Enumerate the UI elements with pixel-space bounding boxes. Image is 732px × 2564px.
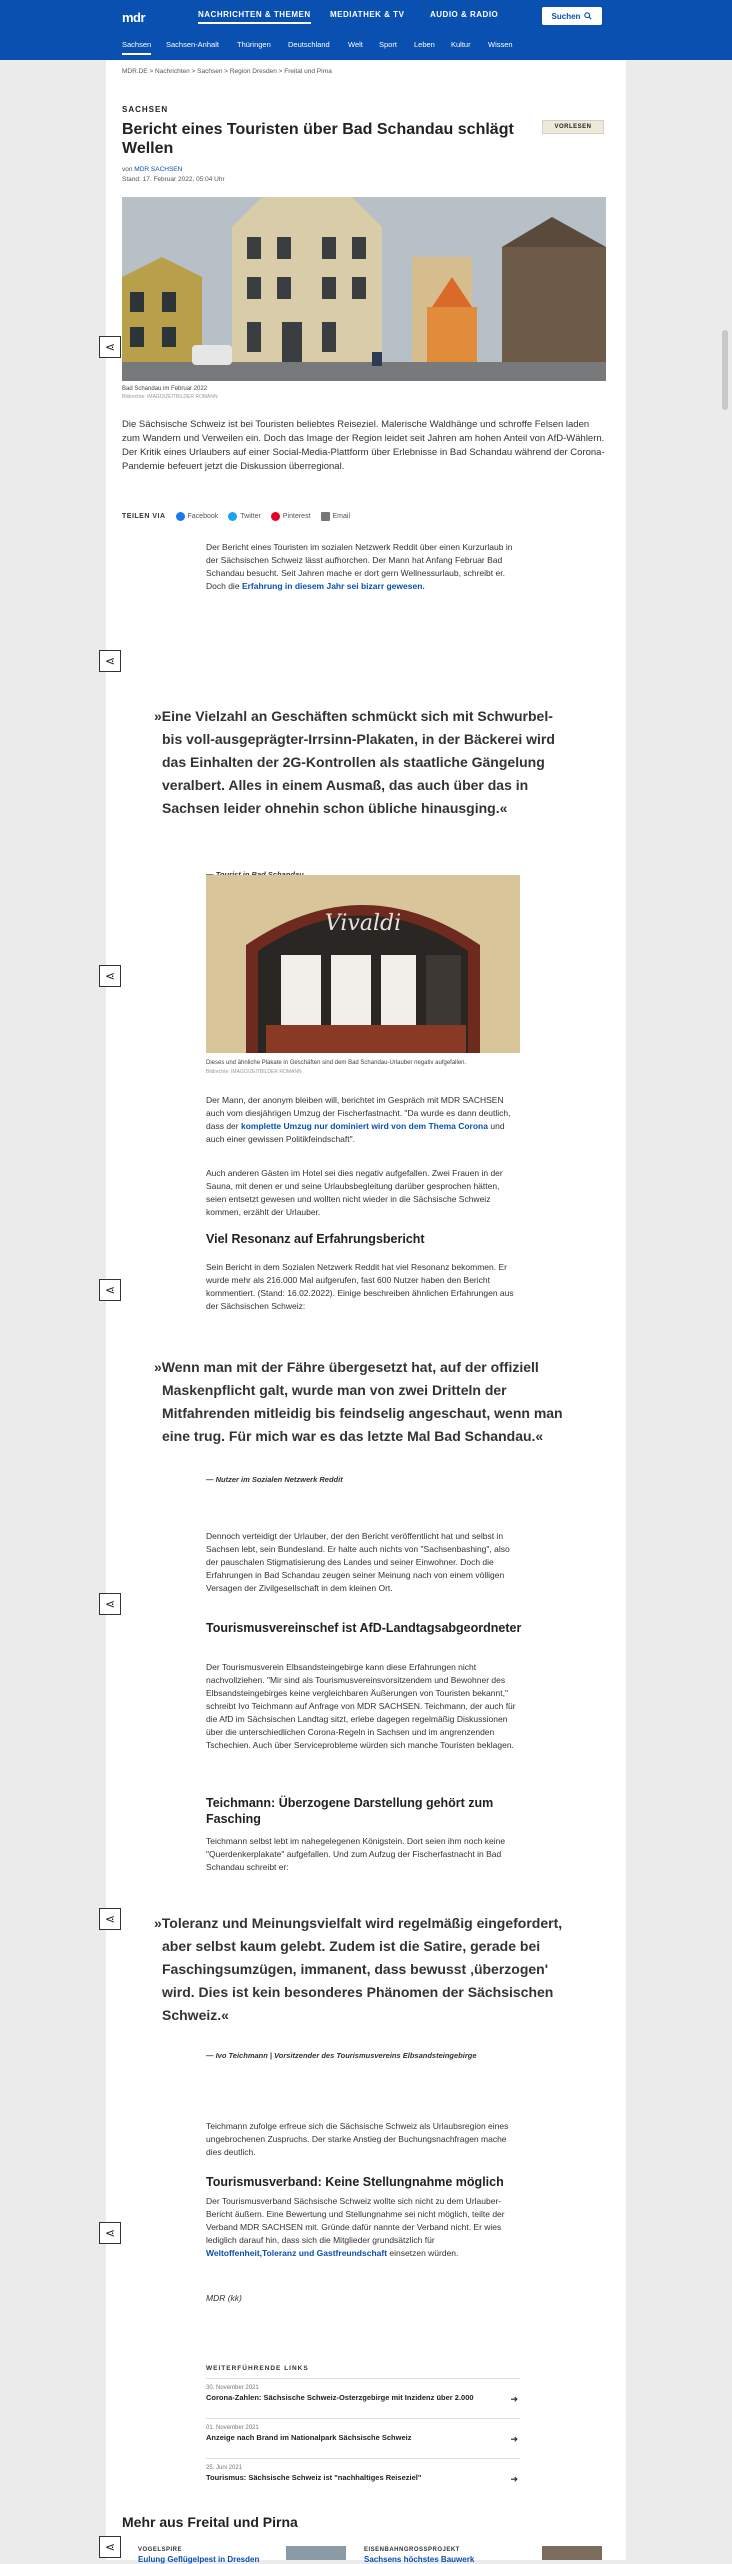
paragraph-7: Teichmann selbst lebt im nahegelegenen Königstein. Dort seien ihm noch keine "Querdenkerplakate" aufgefallen. Und zum Aufzug der Fischerfastnacht in Bad Schandau schreibt er:	[206, 1836, 506, 1872]
share-twitter-label: Twitter	[240, 513, 261, 520]
subnav-thueringen[interactable]: Thüringen	[237, 40, 271, 49]
paragraph-4: Sein Bericht in dem Sozialen Netzwerk Reddit hat viel Resonanz bekommen. Er wurde mehr als 216.000 Mal aufgerufen, fast 600 Nutzer haben den Bericht kommentiert. (Stand: 16.02.2022). Einige beschreiben ähnlichen Erfahrungen aus der Sächsischen Schweiz:	[206, 1262, 514, 1311]
subnav-deutschland[interactable]: Deutschland	[288, 40, 330, 49]
article-lead: Die Sächsische Schweiz ist bei Touristen beliebtes Reiseziel. Malerische Waldhänge und schroffe Felsen laden zum Wandern und Verweilen ein. Doch das Image der Region leidet seit Jahren am hohen Anteil von AfD-Wählern. Der Kritik eines Urlaubers auf einer Social-Media-Plattform über Erlebnisse in Bad Schandau während der Corona-Pandemie befeuert jetzt die Diskussion überregional.	[122, 419, 605, 472]
quote-1-text: »Eine Vielzahl an Geschäften schmückt sich mit Schwurbel- bis voll-ausgeprägter-Irrsinn-Plakaten, in der Bäckerei wird das Einhalten der 2G-Kontrollen als staatliche Gängelung veralbert. Alles in einem Ausmaß, das auch über das in Sachsen leider ohnehin schon übliche hinausging.«	[154, 708, 555, 816]
breadcrumb[interactable]: MDR.DE > Nachrichten > Sachsen > Region Dresden > Freital und Pirna	[122, 68, 332, 75]
read-aloud-button[interactable]: VORLESEN	[542, 120, 604, 134]
paragraph-2	[206, 1094, 520, 1146]
related-link-date: 30. November 2021	[206, 2385, 259, 2391]
poster-caption: Dieses und ähnliche Plakate in Geschäften sind dem Bad Schandau-Urlauber negativ aufgefallen.	[206, 1060, 467, 1066]
share-bar	[122, 512, 350, 521]
poster-credit: Bildrechte: IMAGO/ZEITBILDER ROMANN	[206, 1069, 302, 1075]
teaser-image[interactable]	[286, 2546, 346, 2560]
search-button[interactable]	[542, 7, 602, 25]
arrow-right-icon: ➔	[510, 2474, 518, 2484]
author-link[interactable]: MDR SACHSEN	[134, 166, 183, 173]
article-signature: MDR (kk)	[206, 2293, 242, 2303]
arrow-right-icon: ➔	[510, 2394, 518, 2404]
quote-2-text: »Wenn man mit der Fähre übergesetzt hat, auf der offiziell Maskenpflicht galt, wurde man von zwei Dritteln der Mitfahrenden mitleidig bis feindselig angeschaut, wenn man eine trug. Für mich war es das letzte Mal Bad Schandau.«	[154, 1359, 563, 1444]
page-scrollbar[interactable]	[722, 330, 728, 410]
article-title: Bericht eines Touristen über Bad Schandau schlägt Wellen	[122, 121, 514, 157]
quote-1	[154, 705, 574, 820]
teaser-title: Eulung Geflügelpest in Dresden	[138, 2555, 260, 2564]
paragraph-9	[206, 2195, 520, 2260]
share-icon[interactable]: ⋖	[99, 1279, 121, 1301]
related-link-title: Corona-Zahlen: Sächsische Schweiz-Osterzgebirge mit Inzidenz über 2.000	[206, 2393, 474, 2402]
paragraph-6: Der Tourismusverein Elbsandsteingebirge kann diese Erfahrungen nicht nachvollziehen. "Mir sind als Tourismusvereinsvorsitzendem und Bewohner des Elbsandsteingebirges keine vergleichbaren Äußerungen von Touristen bekannt," schreibt Ivo Teichmann auf Anfrage von MDR SACHSEN. Teichmann, der auch für die AfD im Sächsischen Landtag sitzt, erlebe dagegen regelmäßig Diskussionen über die unterschiedlichen Corona-Regeln in Sachsen und im angrenzenden Tschechien. Auch über Serviceprobleme würden sich manche Touristen beklagen.	[206, 1662, 516, 1750]
related-link[interactable]	[206, 2378, 520, 2402]
email-icon	[321, 512, 330, 521]
paragraph-8: Teichmann zufolge erfreue sich die Sächsische Schweiz als Urlaubsregion eines ungebrochenen Zuspruchs. Der starke Anstieg der Buchungsnachfragen mache dies deutlich.	[206, 2121, 509, 2157]
share-facebook-label: Facebook	[187, 513, 219, 520]
subnav-leben[interactable]: Leben	[414, 40, 435, 49]
share-icon[interactable]: ⋖	[99, 2536, 121, 2558]
paragraph-1	[206, 541, 520, 593]
share-pinterest[interactable]	[271, 512, 311, 521]
nav-audio[interactable]: AUDIO & RADIO	[430, 10, 499, 19]
hero-credit: Bildrechte: IMAGO/ZEITBILDER ROMANN	[122, 394, 218, 400]
share-facebook[interactable]	[176, 512, 219, 521]
twitter-icon	[228, 512, 237, 521]
hero-illustration	[122, 197, 606, 381]
teaser-title: Sachsens höchstes Bauwerk	[364, 2555, 475, 2564]
subnav-welt[interactable]: Welt	[348, 40, 363, 49]
search-icon	[584, 12, 592, 20]
article-page	[106, 60, 626, 2564]
hero-image[interactable]	[122, 197, 606, 381]
subheading-4: Tourismusverband: Keine Stellungnahme möglich	[206, 2175, 504, 2189]
more-section-heading: Mehr aus Freital und Pirna	[122, 2514, 298, 2530]
article-kicker: SACHSEN	[122, 105, 169, 114]
author-prefix: von	[122, 166, 133, 173]
teaser-card[interactable]	[138, 2547, 259, 2564]
teaser-kicker: VOGELSPIRE	[138, 2547, 183, 2553]
subnav-sachsen[interactable]: Sachsen	[122, 40, 151, 55]
paragraph-1-link[interactable]: Erfahrung in diesem Jahr sei bizarr gewesen.	[241, 581, 425, 591]
paragraph-3: Auch anderen Gästen im Hotel sei dies negativ aufgefallen. Zwei Frauen in der Sauna, mit denen er und seine Urlaubsbegleitung darüber gesprochen hätten, seien entsetzt gewesen und wollten nicht wieder in die Sächsische Schweiz kommen, erzählt der Urlauber.	[206, 1168, 503, 1217]
article-date: Stand: 17. Februar 2022, 05:04 Uhr	[122, 176, 225, 183]
share-twitter[interactable]	[228, 512, 261, 521]
quote-2	[154, 1356, 564, 1448]
share-pinterest-label: Pinterest	[282, 513, 311, 520]
related-link-title: Anzeige nach Brand im Nationalpark Sächsische Schweiz	[206, 2433, 412, 2442]
paragraph-2-text-a: Der Mann, der anonym bleiben will, berichtet im Gespräch mit MDR SACHSEN auch vom diesjährigen Umzug der Fischerfastnacht. "Da wurde es dann deutlich, dass der	[206, 1095, 511, 1131]
share-email-label: Email	[332, 513, 351, 520]
teaser-kicker: EISENBAHNGROSSPROJEKT	[364, 2547, 460, 2553]
subnav-wissen[interactable]: Wissen	[488, 40, 513, 49]
teaser-card[interactable]	[364, 2547, 474, 2564]
related-link-title: Tourismus: Sächsische Schweiz ist "nachhaltiges Reiseziel"	[206, 2473, 422, 2482]
paragraph-5: Dennoch verteidigt der Urlauber, der den Bericht veröffentlicht hat und selbst in Sachsen lebt, sein Bundesland. Er halte auch nichts von "Sachsenbashing", also der pauschalen Stigmatisierung des Landes und seiner Einwohner. Doch die Erfahrungen in Bad Schandau zeugen seiner Meinung nach von einem völligen Versagen der Zivilgesellschaft in dem kleinen Ort.	[206, 1531, 510, 1593]
share-icon[interactable]: ⋖	[99, 965, 121, 987]
quote-3-text: »Toleranz und Meinungsvielfalt wird regelmäßig eingefordert, aber selbst kaum gelebt. Zudem ist die Satire, gerade bei Faschingsumzügen, immanent, dass bewusst ‚überzogen' wird. Dies ist kein besonderes Phänomen der Sächsischen Schweiz.«	[154, 1915, 563, 2023]
subnav-sachsen-anhalt[interactable]: Sachsen-Anhalt	[166, 40, 219, 49]
share-icon[interactable]: ⋖	[99, 1908, 121, 1930]
subheading-2: Tourismusvereinschef ist AfD-Landtagsabgeordneter	[206, 1621, 522, 1635]
paragraph-9-text-b: einsetzen würden.	[389, 2248, 459, 2258]
subheading-1: Viel Resonanz auf Erfahrungsbericht	[206, 1232, 425, 1246]
share-icon[interactable]: ⋖	[99, 1593, 121, 1615]
share-icon[interactable]: ⋖	[99, 336, 121, 358]
author-line	[122, 166, 182, 173]
search-button-label: Suchen	[551, 11, 581, 21]
arrow-right-icon: ➔	[510, 2434, 518, 2444]
paragraph-9-link[interactable]: Weltoffenheit,Toleranz und Gastfreundschaft	[206, 2248, 388, 2258]
nav-mediathek[interactable]: MEDIATHEK & TV	[330, 10, 405, 19]
quote-2-source: — Nutzer im Sozialen Netzwerk Reddit	[206, 1475, 343, 1484]
related-links-heading: WEITERFÜHRENDE LINKS	[206, 2365, 309, 2372]
paragraph-2-text-b: und auch einer gewissen Politikfeindschaft".	[206, 1121, 505, 1144]
poster-sign-text: Vivaldi	[324, 911, 402, 936]
nav-nachrichten[interactable]: NACHRICHTEN & THEMEN	[198, 10, 311, 24]
poster-image[interactable]	[206, 875, 520, 1053]
share-icon[interactable]: ⋖	[99, 650, 121, 672]
related-link[interactable]	[206, 2418, 520, 2442]
hero-caption: Bad Schandau im Februar 2022	[122, 386, 208, 392]
related-link-date: 01. November 2021	[206, 2425, 259, 2431]
share-label: TEILEN VIA	[122, 513, 166, 520]
related-link[interactable]	[206, 2458, 520, 2482]
facebook-icon	[176, 512, 185, 521]
paragraph-1-text: Der Bericht eines Touristen im sozialen Netzwerk Reddit über einen Kurzurlaub in der Sächsischen Schweiz lässt aufhorchen. Der Mann hat Anfang Februar Bad Schandau besucht. Seit Jahren mache er dort gern Wellnessurlaub, schreibt er. Doch die	[206, 542, 513, 591]
mdr-logo[interactable]: mdr	[122, 10, 146, 25]
subheading-3: Teichmann: Überzogene Darstellung gehört zum Fasching	[206, 1796, 494, 1826]
quote-3-source: — Ivo Teichmann | Vorsitzender des Tourismusvereins Elbsandsteingebirge	[206, 2051, 477, 2060]
paragraph-9-text-a: Der Tourismusverband Sächsische Schweiz wollte sich nicht zu dem Urlauber-Bericht äußern. Eine Bewertung und Stellungnahme sei nicht möglich, teilte der Verband MDR SACHSEN mit. Gründe dafür nannte der Verband nicht. Er wies lediglich darauf hin, dass sich die Mitglieder grundsätzlich für	[206, 2196, 505, 2245]
top-navigation-bar	[0, 0, 732, 60]
subnav-kultur[interactable]: Kultur	[451, 40, 471, 49]
quote-3	[154, 1912, 564, 2027]
poster-illustration	[206, 875, 520, 1053]
subnav-sport[interactable]: Sport	[379, 40, 397, 49]
pinterest-icon	[271, 512, 280, 521]
share-email[interactable]	[321, 512, 351, 521]
paragraph-2-link[interactable]: komplette Umzug nur dominiert wird von dem Thema Corona	[240, 1121, 488, 1131]
teaser-image[interactable]	[542, 2546, 602, 2560]
share-icon[interactable]: ⋖	[99, 2222, 121, 2244]
related-link-date: 25. Juni 2021	[206, 2465, 243, 2471]
